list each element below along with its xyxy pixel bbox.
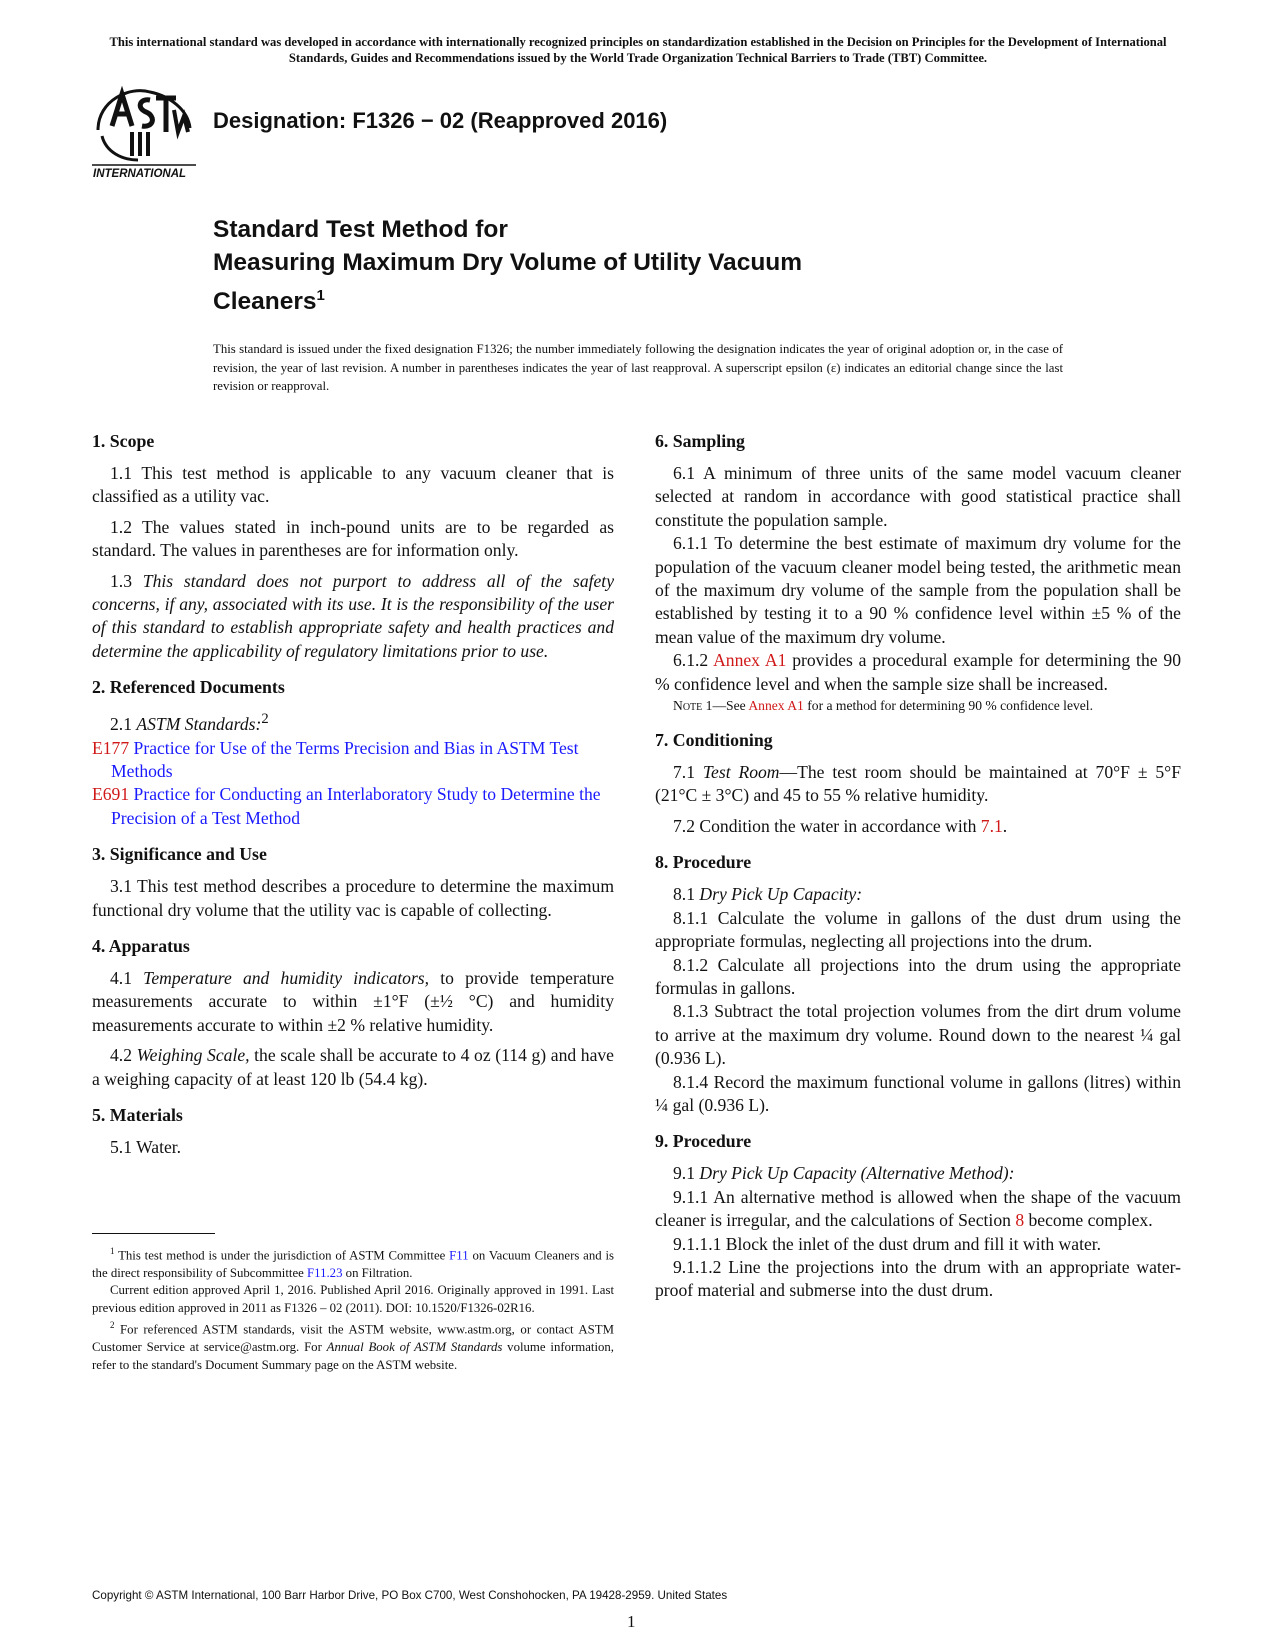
- section-6-heading: 6. Sampling: [655, 431, 745, 451]
- para-6-1: 6.1 A minimum of three units of the same model vacuum cleaner selected at random in accordance with good statistical practice shall constitute the population sample.: [655, 463, 1181, 530]
- right-column: [655, 430, 1181, 1303]
- para-9-1-1-1: 9.1.1.1 Block the inlet of the dust drum and fill it with water.: [673, 1233, 1102, 1254]
- section-1-heading: 1. Scope: [92, 431, 155, 451]
- section-8-heading: 8. Procedure: [655, 852, 752, 873]
- title-footnote-mark: 1: [316, 287, 325, 304]
- title-line-1: Standard Test Method for: [213, 216, 508, 243]
- section-9-heading: 9. Procedure: [655, 1131, 752, 1152]
- link-f11-23[interactable]: F11.23: [307, 1265, 343, 1280]
- para-7-1: 7.1 Test Room—The test room should be maintained at 70°F ± 5°F (21°C ± 3°C) and 45 to 55 % relative humidity.: [655, 762, 1181, 806]
- para-1-1: 1.1 This test method is applicable to any vacuum cleaner that is classified as a utility vac.: [92, 463, 614, 507]
- footnote-rule: [92, 1233, 215, 1234]
- para-9-1-1-2: 9.1.1.2 Line the projections into the drum with an appropriate water-proof material and submerse into the dust drum.: [655, 1256, 1181, 1301]
- para-9-1: 9.1 Dry Pick Up Capacity (Alternative Method):: [673, 1163, 1015, 1184]
- para-4-1: 4.1 Temperature and humidity indicators, to provide temperature measurements accurate to within ±1°F (±½ °C) and humidity measurements accurate to within ±2 % relative humidity.: [92, 967, 615, 1035]
- para-8-1-1: 8.1.1 Calculate the volume in gallons of the dust drum using the appropriate formulas, neglecting all projections into the drum.: [655, 907, 1181, 952]
- reference-e177: [92, 737, 614, 784]
- para-1-3: 1.3 This standard does not purport to address all of the safety concerns, if any, associated with its use. It is the responsibility of the user of this standard to establish appropriate safety and health practices and determine the applicability of regulatory limitations prior to use.: [92, 570, 615, 661]
- link-annex-a1[interactable]: Annex A1: [713, 650, 787, 671]
- link-e691-title[interactable]: Practice for Conducting an Interlaboratory Study to Determine the Precision of a Test Method: [111, 784, 601, 828]
- page-number: 1: [627, 1612, 636, 1631]
- section-5-heading: 5. Materials: [92, 1104, 183, 1125]
- para-8-1: 8.1 Dry Pick Up Capacity:: [673, 884, 863, 905]
- footnote-edition: Current edition approved April 1, 2016. Published April 2016. Originally approved in 1991. Last previous edition approved in 2011 as F1326 – 02 (2011). DOI: 10.1520/F1326-02R16.: [92, 1283, 614, 1315]
- link-note-annex-a1[interactable]: Annex A1: [748, 698, 804, 714]
- section-7-heading: 7. Conditioning: [655, 730, 773, 751]
- para-6-1-2: 6.1.2 Annex A1 provides a procedural example for determining the 90 % confidence level and when the sample size shall be increased.: [655, 650, 1181, 694]
- link-section-8[interactable]: 8: [1015, 1210, 1025, 1231]
- para-7-2: 7.2 Condition the water in accordance with 7.1.: [673, 815, 1008, 836]
- para-9-1-1: 9.1.1 An alternative method is allowed when the shape of the vacuum cleaner is irregular, and the calculations of Section 8 become complex.: [655, 1186, 1181, 1231]
- para-2-1: 2.1 ASTM Standards:$^2$: [110, 711, 269, 735]
- para-1-2: 1.2 The values stated in inch-pound units are to be regarded as standard. The values in parentheses are for information only.: [92, 516, 614, 561]
- link-e177[interactable]: E177: [92, 737, 130, 758]
- para-8-1-3: 8.1.3 Subtract the total projection volumes from the dirt drum volume to arrive at the maximum dry volume. Round down to the nearest ¼ gal (0.936 L).: [655, 1001, 1181, 1069]
- section-4-heading: 4. Apparatus: [92, 935, 190, 956]
- standards-notice: This international standard was developed in accordance with internationally recognized principles on standardization established in the Decision on Principles for the Development of International Standards, Guides and Recommendations issued by the World Trade Organization Technical Barriers to Trade (TBT) Committee.: [109, 35, 1167, 65]
- section-3-heading: 3. Significance and Use: [92, 844, 267, 865]
- title-line-3: Cleaners$^1$: [213, 287, 325, 316]
- link-f11[interactable]: F11: [449, 1248, 469, 1263]
- designation: Designation: F1326 − 02 (Reapproved 2016): [213, 108, 668, 133]
- copyright: Copyright © ASTM International, 100 Barr Harbor Drive, PO Box C700, West Conshohocken, PA 19428-2959. United States: [92, 1589, 728, 1602]
- para-8-1-4: 8.1.4 Record the maximum functional volume in gallons (litres) within ¼ gal (0.936 L).: [655, 1071, 1181, 1115]
- footnote-2: $^2$ For referenced ASTM standards, visit the ASTM website, www.astm.org, or contact ASTM Customer Service at service@astm.org. For Annual Book of ASTM Standards volume information, refer to the standard's Document Summary page on the ASTM website.: [92, 1320, 614, 1372]
- para-8-1-2: 8.1.2 Calculate all projections into the drum using the appropriate formulas in gallons.: [655, 954, 1181, 998]
- section-2-heading: 2. Referenced Documents: [92, 677, 285, 698]
- astm-logo: [92, 86, 198, 180]
- para-3-1: 3.1 This test method describes a procedure to determine the maximum functional dry volume that the utility vac is capable of collecting.: [92, 876, 614, 920]
- title-line-2: Measuring Maximum Dry Volume of Utility Vacuum: [213, 249, 803, 276]
- note-1: Note 1—See Annex A1 for a method for determining 90 % confidence level.: [673, 698, 1093, 714]
- link-e691[interactable]: E691: [92, 784, 130, 805]
- left-column: [92, 430, 614, 1159]
- footnote-1: $^1$ This test method is under the jurisdiction of ASTM Committee F11 on Vacuum Cleaners and is the direct responsibility of Subcommittee F11.23 on Filtration.: [92, 1246, 615, 1280]
- reference-e691: [92, 783, 614, 830]
- link-e177-title[interactable]: Practice for Use of the Terms Precision and Bias in ASTM Test Methods: [111, 737, 579, 781]
- astm-logo-icon: [92, 86, 198, 180]
- logo-text: INTERNATIONAL: [93, 168, 187, 180]
- para-6-1-1: 6.1.1 To determine the best estimate of maximum dry volume for the population of the vacuum cleaner model being tested, the arithmetic mean of the maximum dry volume of the sample from the population shall be established by testing it to a 90 % confidence level within ±5 % of the mean value of the maximum dry volume.: [655, 533, 1181, 647]
- para-5-1: 5.1 Water.: [110, 1136, 182, 1157]
- issued-note: This standard is issued under the fixed designation F1326; the number immediately following the designation indicates the year of original adoption or, in the case of revision, the year of last revision. A number in parentheses indicates the year of last reapproval. A superscript epsilon (ε) indicates an editorial change since the last revision or reapproval.: [213, 342, 1063, 393]
- para-4-2: 4.2 Weighing Scale, the scale shall be accurate to 4 oz (114 g) and have a weighing capacity of at least 120 lb (54.4 kg).: [92, 1045, 614, 1089]
- document-title: [213, 213, 802, 318]
- footnotes: [92, 1243, 614, 1374]
- link-7-1[interactable]: 7.1: [980, 815, 1003, 836]
